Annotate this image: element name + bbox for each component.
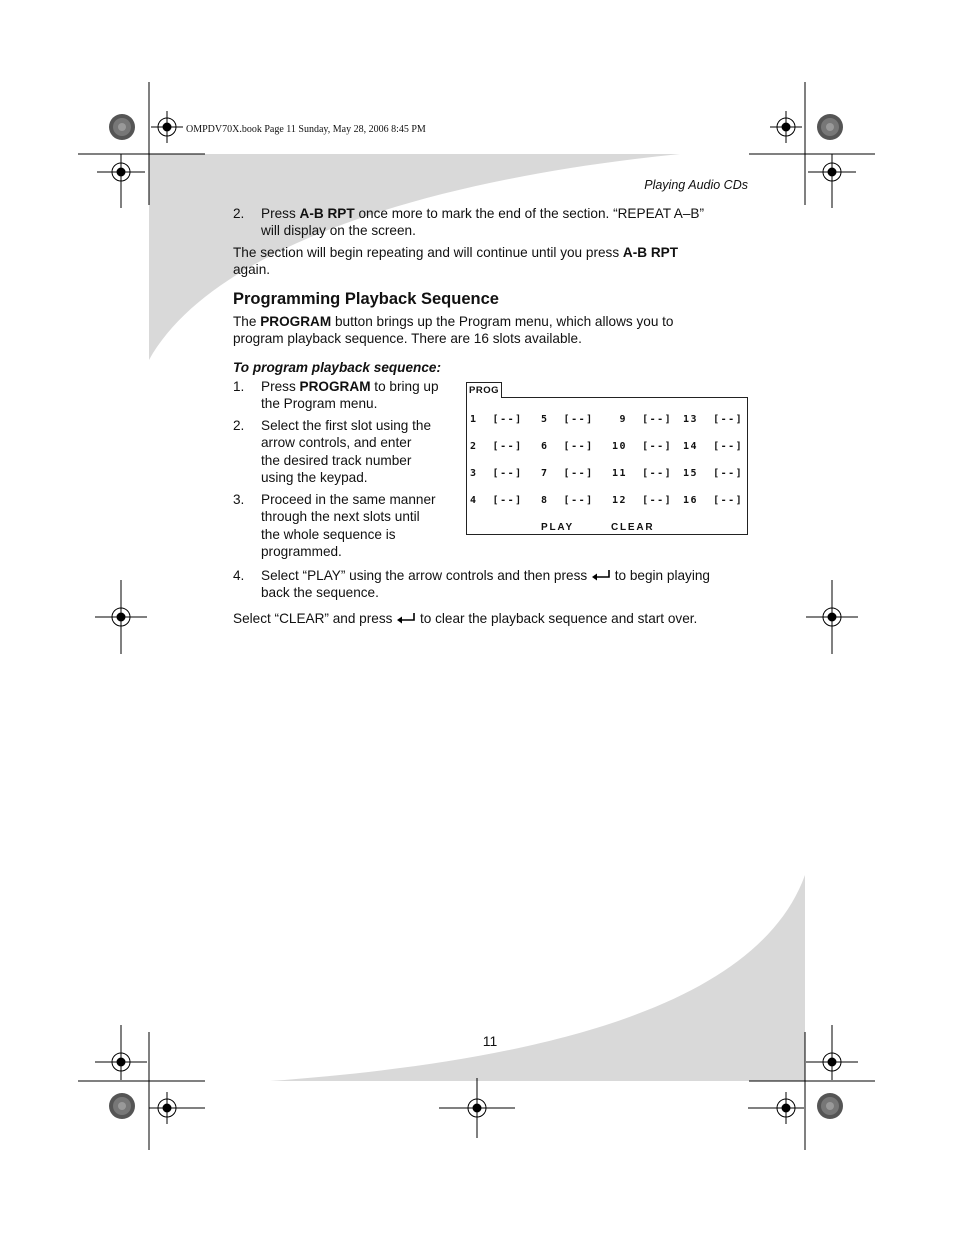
page-number: 11 [482, 1033, 498, 1049]
button-name: A-B RPT [299, 206, 355, 221]
enter-key-icon [591, 569, 611, 581]
starburst-target-icon [817, 1093, 843, 1119]
slot-6: 6 [--] [541, 441, 594, 452]
slot-14: 14 [--] [683, 441, 744, 452]
registration-mark-icon [149, 1092, 205, 1124]
slot-12: 12 [--] [612, 495, 673, 506]
slot-5: 5 [--] [541, 414, 594, 425]
slot-7: 7 [--] [541, 468, 594, 479]
registration-mark-icon [748, 1092, 804, 1124]
enter-key-icon [396, 612, 416, 624]
starburst-target-icon [109, 114, 135, 140]
slot-1: 1 [--] [470, 414, 523, 425]
paragraph-repeat: The section will begin repeating and will continue until you press A-B RPT again. [233, 245, 679, 278]
slot-13: 13 [--] [683, 414, 744, 425]
registration-mark-icon [806, 1025, 858, 1080]
slot-3: 3 [--] [470, 468, 523, 479]
button-name: PROGRAM [299, 379, 371, 394]
registration-mark-icon [151, 111, 183, 143]
program-menu-tab: PROG [466, 382, 502, 398]
intro-paragraph: The PROGRAM button brings up the Program menu, which allows you to program playback sequence. There are 16 slots available. [233, 314, 674, 347]
book-file-info: OMPDV70X.book Page 11 Sunday, May 28, 2006 8:45 PM [186, 124, 426, 135]
procedure-subheading: To program playback sequence: [233, 360, 441, 375]
slot-4: 4 [--] [470, 495, 523, 506]
registration-mark-icon [439, 1078, 515, 1138]
button-name: A-B RPT [622, 245, 679, 260]
slot-9: 9 [--] [612, 414, 673, 425]
slot-2: 2 [--] [470, 441, 523, 452]
registration-mark-icon [808, 154, 856, 208]
running-head: Playing Audio CDs [644, 178, 748, 192]
slot-16: 16 [--] [683, 495, 744, 506]
registration-mark-icon [95, 580, 147, 654]
slot-11: 11 [--] [612, 468, 673, 479]
registration-mark-icon [770, 111, 802, 143]
play-option: PLAY [541, 522, 574, 533]
button-name: PROGRAM [260, 314, 332, 329]
slot-15: 15 [--] [683, 468, 744, 479]
slot-8: 8 [--] [541, 495, 594, 506]
slot-10: 10 [--] [612, 441, 673, 452]
starburst-target-icon [109, 1093, 135, 1119]
section-heading: Programming Playback Sequence [233, 290, 499, 308]
clear-option: CLEAR [611, 522, 655, 533]
registration-mark-icon [95, 1025, 147, 1080]
starburst-target-icon [817, 114, 843, 140]
program-menu-screen [466, 397, 748, 535]
final-paragraph: Select “CLEAR” and press to clear the playback sequence and start over. [233, 611, 698, 626]
registration-mark-icon [806, 580, 858, 654]
bottom-swoosh [270, 875, 805, 1081]
registration-mark-icon [97, 154, 145, 208]
